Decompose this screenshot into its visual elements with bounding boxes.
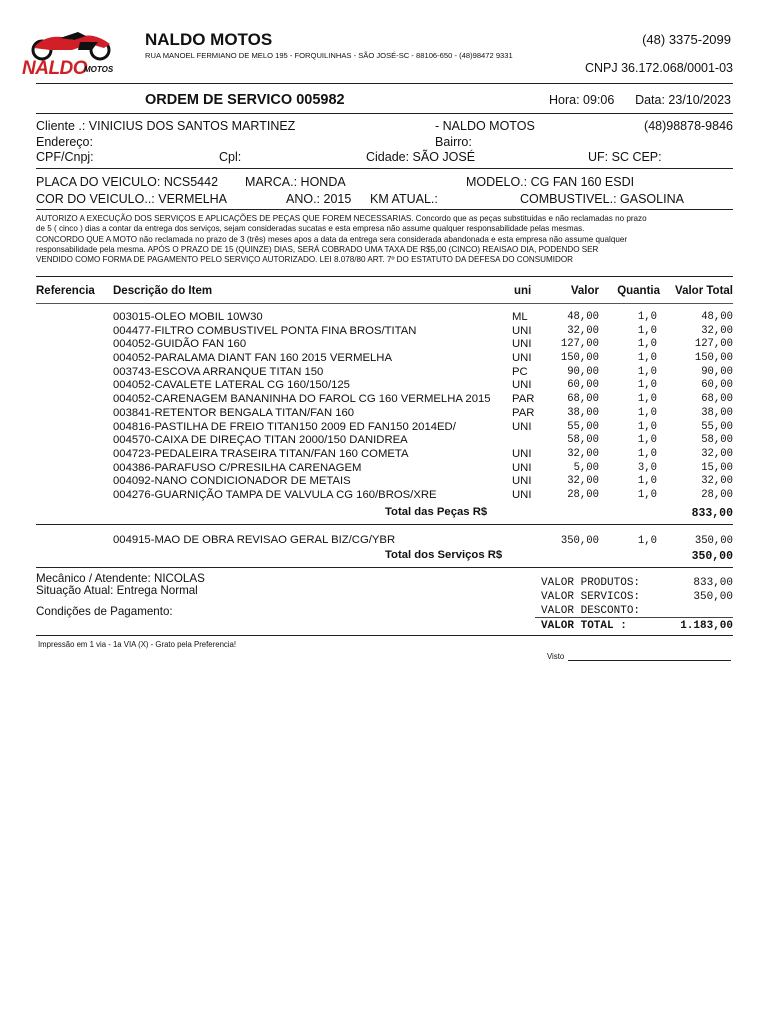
vehicle-color: COR DO VEICULO..: VERMELHA: [36, 192, 228, 206]
service-description: 004915-MAO DE OBRA REVISAO GERAL BIZ/CG/YBR: [113, 534, 396, 546]
item-quantity: 1,0: [637, 488, 657, 501]
signature-label: Visto: [547, 652, 565, 661]
client-store: - NALDO MOTOS: [435, 119, 535, 133]
logo-wordmark: NALDO: [22, 58, 88, 79]
client-cpf: CPF/Cnpj:: [36, 150, 94, 164]
table-row: [0, 448, 768, 462]
item-unit: PAR: [512, 393, 535, 406]
divider: [36, 635, 733, 636]
current-status: Situação Atual: Entrega Normal: [36, 584, 198, 597]
print-info: Impressão em 1 via - 1a VIA (X) - Grato pela Preferencia!: [38, 640, 237, 649]
item-price: 32,00: [567, 475, 599, 488]
item-price: 38,00: [567, 406, 599, 419]
order-date: Data: 23/10/2023: [635, 93, 731, 107]
table-row: [0, 311, 768, 325]
item-quantity: 1,0: [637, 393, 657, 406]
item-price: 127,00: [560, 338, 599, 351]
divider: [36, 276, 733, 277]
item-unit: PAR: [512, 406, 535, 419]
item-unit: UNI: [512, 324, 532, 337]
client-phone: (48)98878-9846: [644, 119, 733, 133]
item-total: 55,00: [701, 420, 733, 433]
items-table: [0, 311, 768, 503]
item-description: 004052-GUIDÃO FAN 160: [113, 338, 247, 351]
item-total: 60,00: [701, 379, 733, 392]
item-price: 48,00: [567, 311, 599, 323]
item-unit: UNI: [512, 338, 532, 351]
item-quantity: 1,0: [637, 338, 657, 351]
summary-services-value: 350,00: [693, 591, 733, 603]
summary-services-label: VALOR SERVICOS:: [541, 591, 641, 603]
item-quantity: 1,0: [637, 365, 657, 378]
col-header-total: Valor Total: [675, 285, 733, 297]
item-price: 150,00: [560, 352, 599, 365]
item-quantity: 1,0: [637, 420, 657, 433]
client-name: Cliente .: VINICIUS DOS SANTOS MARTINEZ: [36, 119, 296, 133]
client-neighborhood: Bairro:: [435, 135, 472, 149]
mechanic: Mecânico / Atendente: NICOLAS: [36, 572, 205, 585]
disclaimer-line: VENDIDO COMO FORMA DE PAGAMENTO PELO SERVIÇO AUTORIZADO. LEI 8.078/80 ART. 7º DO ESTATUTO DA DEFESA DO CONSUMIDOR: [36, 255, 573, 265]
item-quantity: 3,0: [637, 461, 657, 474]
total-services-label: Total dos Serviços R$: [385, 549, 503, 561]
item-price: 32,00: [567, 324, 599, 337]
table-row: [0, 366, 768, 380]
divider: [36, 303, 733, 304]
disclaimer-line: responsabilidade pela mesma. APÓS O PRAZO DE 15 (QUINZE) DIAS, SERÁ COBRADO UMA TAXA DE R$5,00 (CINCO) REAISAO DIA, PODENDO SER: [36, 244, 599, 254]
item-price: 60,00: [567, 379, 599, 392]
item-quantity: 1,0: [637, 379, 657, 392]
item-price: 68,00: [567, 393, 599, 406]
item-unit: UNI: [512, 461, 532, 474]
item-total: 32,00: [701, 324, 733, 337]
item-price: 5,00: [573, 461, 599, 474]
vehicle-year: ANO.: 2015: [286, 192, 352, 206]
col-header-quantia: Quantia: [617, 285, 660, 297]
authorization-disclaimer: [36, 214, 736, 265]
item-description: 004276-GUARNIÇÃO TAMPA DE VALVULA CG 160/BROS/XRE: [113, 488, 437, 501]
divider: [535, 617, 733, 618]
vehicle-km: KM ATUAL.:: [370, 192, 438, 206]
company-name: NALDO MOTOS: [145, 30, 273, 49]
vehicle-brand: MARCA.: HONDA: [245, 175, 346, 189]
summary-total-value: 1.183,00: [680, 620, 733, 632]
service-total: 350,00: [694, 535, 733, 547]
item-quantity: 1,0: [637, 352, 657, 365]
item-quantity: 1,0: [637, 447, 657, 460]
item-description: 004570-CAIXA DE DIREÇAO TITAN 2000/150 DANIDREA: [113, 434, 408, 447]
table-row: [0, 489, 768, 503]
item-total: 68,00: [701, 393, 733, 406]
item-description: 003743-ESCOVA ARRANQUE TITAN 150: [113, 365, 324, 378]
item-description: 004052-PARALAMA DIANT FAN 160 2015 VERMELHA: [113, 352, 393, 365]
item-quantity: 1,0: [637, 311, 657, 323]
item-price: 90,00: [567, 365, 599, 378]
item-price: 32,00: [567, 447, 599, 460]
item-unit: UNI: [512, 420, 532, 433]
divider: [36, 168, 733, 169]
table-row: [0, 434, 768, 448]
col-header-referencia: Referencia: [36, 285, 95, 297]
table-row: [0, 407, 768, 421]
item-description: 004386-PARAFUSO C/PRESILHA CARENAGEM: [113, 461, 362, 474]
item-total: 38,00: [701, 406, 733, 419]
order-time: Hora: 09:06: [549, 93, 615, 107]
company-phone: (48) 3375-2099: [642, 32, 731, 47]
col-header-uni: uni: [514, 285, 532, 297]
item-price: 28,00: [567, 488, 599, 501]
total-services-value: 350,00: [691, 550, 733, 563]
client-uf-cep: UF: SC CEP:: [588, 150, 662, 164]
item-description: 004723-PEDALEIRA TRASEIRA TITAN/FAN 160 COMETA: [113, 447, 409, 460]
item-price: 55,00: [567, 420, 599, 433]
disclaimer-line: de 5 ( cinco ) dias a contar da entrega dos serviços, sejam consideradas sucatas e esta empresa não assume qualquer responsabilidade pelas mesmas.: [36, 224, 585, 234]
payment-conditions: Condições de Pagamento:: [36, 605, 173, 618]
company-cnpj: CNPJ 36.172.068/0001-03: [584, 61, 733, 75]
divider: [36, 524, 733, 525]
summary-products-label: VALOR PRODUTOS:: [541, 577, 641, 589]
vehicle-model: MODELO.: CG FAN 160 ESDI: [466, 175, 635, 189]
item-quantity: 1,0: [637, 434, 657, 447]
item-total: 32,00: [701, 447, 733, 460]
item-total: 15,00: [701, 461, 733, 474]
item-description: 003841-RETENTOR BENGALA TITAN/FAN 160: [113, 406, 355, 419]
item-unit: PC: [512, 365, 528, 378]
item-unit: UNI: [512, 447, 532, 460]
item-total: 58,00: [701, 434, 733, 447]
table-row: [0, 393, 768, 407]
item-quantity: 1,0: [637, 324, 657, 337]
divider: [36, 567, 733, 568]
company-address: RUA MANOEL FERMIANO DE MELO 195 - FORQUILINHAS - SÃO JOSÉ-SC - 88106-650 - (48)98472 9331: [145, 51, 513, 60]
item-quantity: 1,0: [637, 406, 657, 419]
total-parts-label: Total das Peças R$: [385, 506, 488, 518]
total-parts-value: 833,00: [691, 507, 733, 520]
client-cpl: Cpl:: [219, 150, 242, 164]
item-description: 003015-OLEO MOBIL 10W30: [113, 311, 263, 323]
item-description: 004092-NANO CONDICIONADOR DE METAIS: [113, 475, 351, 488]
item-total: 150,00: [694, 352, 733, 365]
summary-discount-label: VALOR DESCONTO:: [541, 605, 641, 617]
item-description: 004477-FILTRO COMBUSTIVEL PONTA FINA BROS/TITAN: [113, 324, 417, 337]
item-quantity: 1,0: [637, 475, 657, 488]
col-header-descricao: Descrição do Item: [113, 285, 213, 297]
client-city: Cidade: SÃO JOSÉ: [366, 150, 476, 164]
service-price: 350,00: [560, 535, 599, 547]
table-row: [0, 462, 768, 476]
summary-products-value: 833,00: [693, 577, 733, 589]
service-quantity: 1,0: [637, 535, 657, 547]
vehicle-plate: PLACA DO VEICULO: NCS5442: [36, 175, 219, 189]
table-row: [0, 379, 768, 393]
order-title: ORDEM DE SERVICO 005982: [145, 92, 345, 108]
divider: [36, 113, 733, 114]
table-row: [0, 352, 768, 366]
motorcycle-logo-icon: [20, 28, 124, 62]
logo-wordmark-sub: MOTOS: [84, 65, 114, 74]
item-total: 28,00: [701, 488, 733, 501]
client-address: Endereço:: [36, 135, 93, 149]
item-total: 127,00: [694, 338, 733, 351]
item-description: 004816-PASTILHA DE FREIO TITAN150 2009 ED FAN150 2014ED/: [113, 420, 456, 433]
col-header-valor: Valor: [570, 285, 599, 297]
table-row: [0, 475, 768, 489]
table-row: [0, 421, 768, 435]
item-description: 004052-CAVALETE LATERAL CG 160/150/125: [113, 379, 350, 392]
divider: [36, 209, 733, 210]
item-unit: UNI: [512, 379, 532, 392]
table-row: [0, 325, 768, 339]
item-description: 004052-CARENAGEM BANANINHA DO FAROL CG 160 VERMELHA 2015: [113, 393, 491, 406]
item-unit: UNI: [512, 475, 532, 488]
item-unit: ML: [512, 311, 528, 323]
item-total: 32,00: [701, 475, 733, 488]
disclaimer-line: AUTORIZO A EXECUÇÃO DOS SERVIÇOS E APLICAÇÕES DE PEÇAS QUE FOREM NECESSARIAS. Concordo que as peças substituidas e não reclamadas no prazo: [36, 214, 647, 223]
item-unit: UNI: [512, 352, 532, 365]
disclaimer-line: CONCORDO QUE A MOTO não reclamada no prazo de 3 (três) meses apos a data da entrega sera considerada abandonada e esta empresa não assume qualquer: [36, 234, 628, 244]
divider: [36, 83, 733, 84]
item-price: 58,00: [567, 434, 599, 447]
table-row: [0, 338, 768, 352]
item-unit: UNI: [512, 488, 532, 501]
vehicle-fuel: COMBUSTIVEL.: GASOLINA: [520, 192, 684, 206]
item-total: 90,00: [701, 365, 733, 378]
company-logo: [20, 28, 124, 79]
signature-line: [568, 660, 731, 661]
item-total: 48,00: [701, 311, 733, 323]
summary-total-label: VALOR TOTAL :: [541, 620, 627, 632]
